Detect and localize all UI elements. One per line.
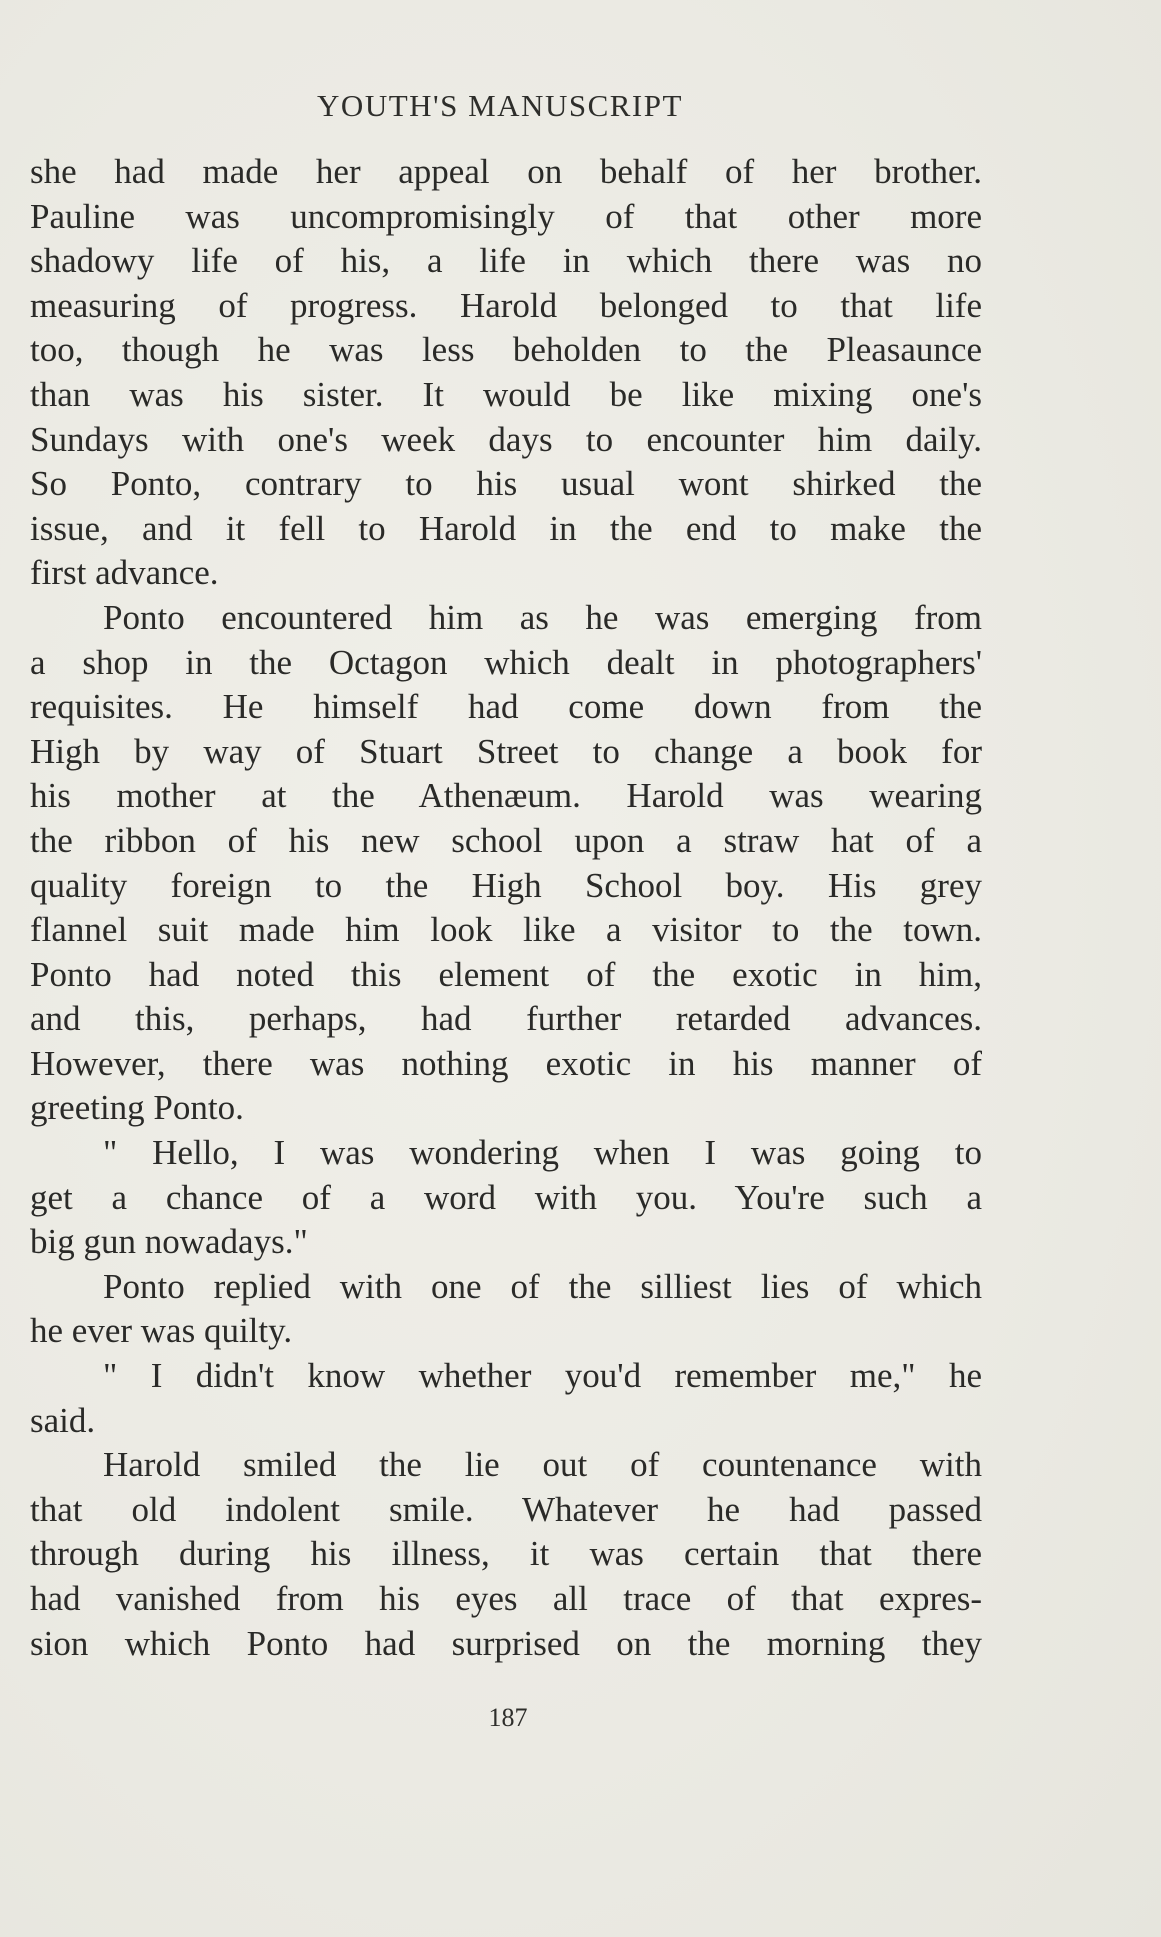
text-line: big gun nowadays.": [30, 1222, 308, 1262]
text-line: Pauline was uncompromisingly of that other more: [30, 196, 982, 236]
text-line: Ponto replied with one of the silliest lies of which: [103, 1266, 982, 1306]
text-line: too, though he was less beholden to the Pleasaunce: [30, 330, 982, 370]
text-line: said.: [30, 1400, 96, 1440]
running-head: YOUTH'S MANUSCRIPT: [317, 88, 683, 123]
text-line: However, there was nothing exotic in his manner of: [30, 1043, 982, 1083]
text-line: shadowy life of his, a life in which there was no: [30, 241, 982, 281]
text-line: had vanished from his eyes all trace of that expres-: [30, 1579, 982, 1618]
text-line: he ever was quilty.: [30, 1311, 293, 1351]
body-text: [30, 150, 982, 1666]
text-line: than was his sister. It would be like mixing one's: [30, 374, 982, 414]
text-line: flannel suit made him look like a visitor to the town.: [30, 910, 982, 950]
text-line: measuring of progress. Harold belonged to that life: [30, 285, 982, 325]
text-line: and this, perhaps, had further retarded advances.: [30, 999, 982, 1039]
text-line: his mother at the Athenæum. Harold was wearing: [30, 776, 982, 816]
text-line: she had made her appeal on behalf of her brother.: [30, 152, 982, 191]
text-line: High by way of Stuart Street to change a book for: [30, 731, 982, 771]
page-number: 187: [488, 1703, 528, 1732]
text-line: first advance.: [30, 553, 219, 593]
text-line: the ribbon of his new school upon a straw hat of a: [30, 820, 982, 860]
text-line: greeting Ponto.: [30, 1088, 244, 1128]
text-line: " Hello, I was wondering when I was going to: [103, 1133, 982, 1173]
text-line: Sundays with one's week days to encounter him daily.: [30, 419, 982, 459]
text-line: " I didn't know whether you'd remember me," he: [103, 1356, 982, 1396]
text-line: that old indolent smile. Whatever he had passed: [30, 1489, 982, 1529]
text-line: through during his illness, it was certain that there: [30, 1534, 982, 1574]
text-line: So Ponto, contrary to his usual wont shirked the: [30, 464, 982, 504]
text-line: quality foreign to the High School boy. His grey: [30, 865, 982, 905]
text-line: Ponto encountered him as he was emerging from: [103, 597, 982, 637]
text-line: sion which Ponto had surprised on the morning they: [30, 1623, 982, 1663]
text-line: Harold smiled the lie out of countenance with: [103, 1445, 982, 1485]
text-line: Ponto had noted this element of the exotic in him,: [30, 954, 982, 994]
text-line: issue, and it fell to Harold in the end to make the: [30, 508, 982, 548]
text-line: get a chance of a word with you. You're such a: [30, 1177, 982, 1217]
text-line: a shop in the Octagon which dealt in photographers': [30, 642, 982, 682]
text-line: requisites. He himself had come down from the: [30, 687, 982, 727]
